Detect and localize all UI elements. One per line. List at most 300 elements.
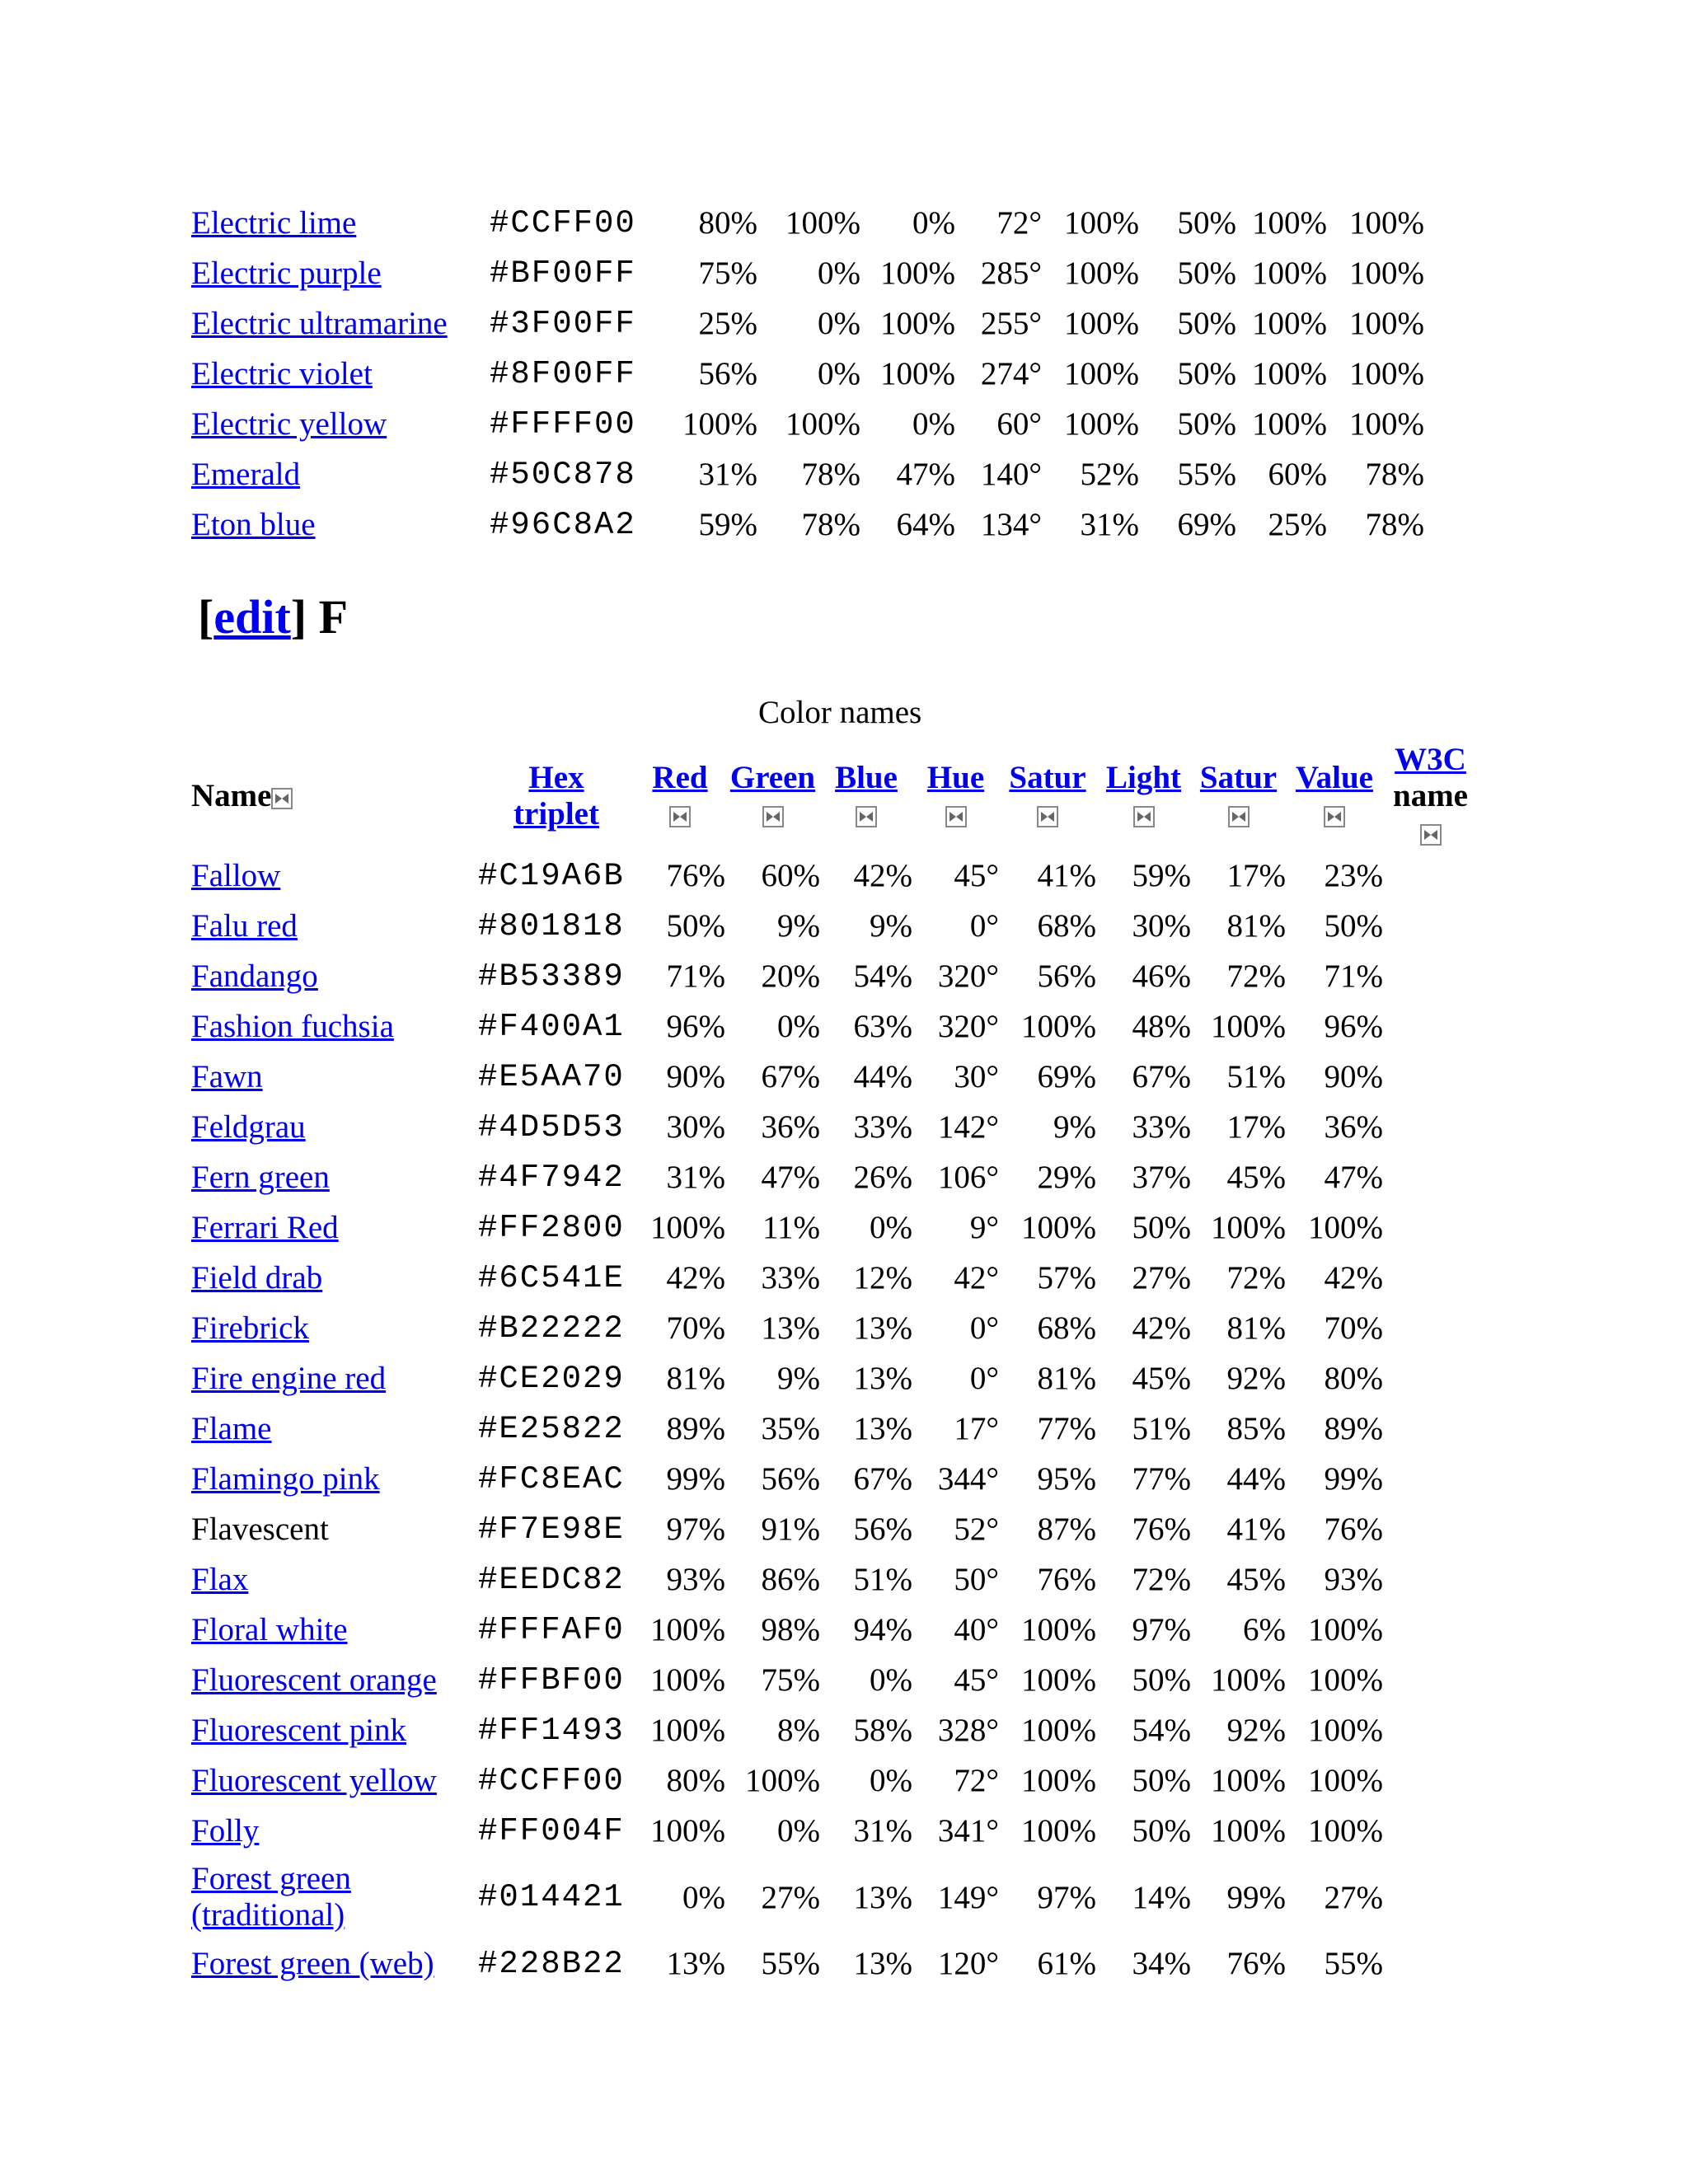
light-cell: 48%: [1132, 1009, 1191, 1044]
hue-cell: 0°: [969, 1361, 999, 1396]
color-name-link[interactable]: Fallow: [191, 858, 281, 893]
table-row: [191, 1454, 1478, 1504]
light-cell: 69%: [1177, 507, 1236, 542]
header-light[interactable]: Light: [1096, 742, 1191, 851]
color-name-link[interactable]: Fandango: [191, 958, 318, 994]
light-cell: 72%: [1132, 1562, 1191, 1597]
w3c-name-cell: [1383, 1655, 1478, 1705]
color-name-link[interactable]: Flamingo pink: [191, 1461, 380, 1497]
red-cell: 31%: [698, 457, 757, 492]
table-row: [191, 399, 1424, 449]
edit-link[interactable]: edit: [213, 590, 291, 644]
color-name-link[interactable]: Field drab: [191, 1260, 323, 1296]
hex-cell: #3F00FF: [490, 305, 636, 342]
green-cell: 35%: [761, 1411, 820, 1446]
satur-hsv-cell: 81%: [1226, 908, 1286, 944]
color-name-link[interactable]: Floral white: [191, 1612, 348, 1647]
value-cell: 50%: [1324, 908, 1383, 944]
color-name-cell: [191, 1605, 478, 1655]
hex-cell: #FFFAF0: [478, 1611, 625, 1648]
table-row: [191, 1001, 1478, 1052]
blue-cell: 100%: [880, 356, 955, 391]
w3c-name-cell: [1383, 1404, 1478, 1454]
hex-cell: #B22222: [478, 1310, 625, 1347]
table-row: [191, 499, 1424, 550]
blue-cell: 9%: [870, 908, 912, 944]
blue-cell: 0%: [870, 1662, 912, 1698]
header-name[interactable]: Name: [191, 742, 478, 851]
table-row: [191, 1253, 1478, 1303]
blue-cell: 0%: [870, 1763, 912, 1798]
table-row: [191, 1353, 1478, 1404]
green-cell: 56%: [761, 1461, 820, 1497]
value-cell: 36%: [1324, 1109, 1383, 1145]
color-name-link[interactable]: Falu red: [191, 908, 298, 944]
green-cell: 8%: [777, 1713, 820, 1748]
color-name-link[interactable]: Fern green: [191, 1160, 330, 1195]
sort-icon[interactable]: [271, 788, 293, 809]
header-hue[interactable]: Hue: [912, 742, 999, 851]
hue-cell: 9°: [969, 1210, 999, 1245]
section-heading-f: [edit] F: [198, 590, 349, 644]
red-cell: 100%: [650, 1210, 725, 1245]
blue-cell: 33%: [853, 1109, 912, 1145]
red-cell: 93%: [666, 1562, 725, 1597]
hex-cell: #8F00FF: [490, 355, 636, 392]
value-cell: 100%: [1349, 356, 1424, 391]
satur-hsv-cell: 85%: [1226, 1411, 1286, 1446]
sort-icon[interactable]: [1228, 806, 1250, 827]
value-cell: 100%: [1308, 1713, 1383, 1748]
blue-cell: 12%: [853, 1260, 912, 1296]
hex-cell: #801818: [478, 907, 625, 944]
value-cell: 93%: [1324, 1562, 1383, 1597]
blue-cell: 0%: [870, 1210, 912, 1245]
satur-hsv-cell: 17%: [1226, 858, 1286, 893]
table-row: [191, 1856, 1478, 1938]
table-row: [191, 1052, 1478, 1102]
color-name-link[interactable]: Fluorescent orange: [191, 1662, 437, 1698]
hue-cell: 45°: [954, 1662, 999, 1698]
table-row: [191, 1755, 1478, 1806]
hue-cell: 106°: [937, 1160, 999, 1195]
color-name-cell: [191, 1554, 478, 1605]
satur-hsl-cell: 100%: [1021, 1009, 1096, 1044]
satur-hsl-cell: 100%: [1064, 255, 1139, 291]
hex-cell: #50C878: [490, 456, 636, 493]
green-cell: 55%: [761, 1946, 820, 1981]
hex-cell: #FF1493: [478, 1712, 625, 1749]
value-cell: 71%: [1324, 958, 1383, 994]
satur-hsv-cell: 44%: [1226, 1461, 1286, 1497]
blue-cell: 94%: [853, 1612, 912, 1647]
satur-hsl-cell: 68%: [1037, 908, 1096, 944]
color-name-cell: [191, 198, 490, 248]
value-cell: 100%: [1308, 1763, 1383, 1798]
hue-cell: 142°: [937, 1109, 999, 1145]
color-name-cell: [191, 1806, 478, 1856]
light-cell: 54%: [1132, 1713, 1191, 1748]
w3c-name-cell: [1383, 1554, 1478, 1605]
color-name-cell: [191, 248, 490, 298]
satur-hsv-cell: 92%: [1226, 1361, 1286, 1396]
green-cell: 0%: [818, 306, 860, 341]
satur-hsl-cell: 100%: [1064, 205, 1139, 241]
hex-cell: #FFFF00: [490, 405, 636, 443]
hue-cell: 42°: [954, 1260, 999, 1296]
color-name-link[interactable]: Forest green (traditional): [191, 1861, 351, 1933]
hex-cell: #4F7942: [478, 1159, 625, 1196]
value-cell: 78%: [1365, 507, 1424, 542]
color-name-cell: [191, 951, 478, 1001]
light-cell: 50%: [1177, 255, 1236, 291]
light-cell: 27%: [1132, 1260, 1191, 1296]
satur-hsv-cell: 99%: [1226, 1879, 1286, 1915]
light-cell: 59%: [1132, 858, 1191, 893]
hex-cell: #E5AA70: [478, 1058, 625, 1095]
w3c-name-cell: [1383, 1303, 1478, 1353]
satur-hsl-cell: 100%: [1064, 356, 1139, 391]
blue-cell: 100%: [880, 255, 955, 291]
green-cell: 27%: [761, 1879, 820, 1915]
hex-cell: #FF004F: [478, 1812, 625, 1849]
hue-cell: 17°: [954, 1411, 999, 1446]
hue-cell: 0°: [969, 908, 999, 944]
w3c-name-cell: [1383, 1755, 1478, 1806]
green-cell: 100%: [785, 205, 860, 241]
light-cell: 97%: [1132, 1612, 1191, 1647]
hex-cell: #CE2029: [478, 1360, 625, 1397]
value-cell: 99%: [1324, 1461, 1383, 1497]
color-name-cell: [191, 499, 490, 550]
value-cell: 100%: [1308, 1210, 1383, 1245]
sort-icon[interactable]: [1037, 806, 1058, 827]
w3c-name-cell: [1383, 1806, 1478, 1856]
satur-hsv-cell: 81%: [1226, 1310, 1286, 1346]
table-row: [191, 248, 1424, 298]
red-cell: 97%: [666, 1511, 725, 1547]
red-cell: 100%: [650, 1813, 725, 1849]
hex-cell: #EEDC82: [478, 1561, 625, 1598]
hex-cell: #CCFF00: [478, 1762, 625, 1799]
red-cell: 59%: [698, 507, 757, 542]
table-row: [191, 298, 1424, 349]
light-cell: 50%: [1132, 1763, 1191, 1798]
color-name-cell: [191, 298, 490, 349]
color-name-link[interactable]: Fire engine red: [191, 1361, 387, 1396]
value-cell: 100%: [1349, 306, 1424, 341]
color-name-link[interactable]: Electric yellow: [191, 406, 387, 442]
w3c-name-cell: [1383, 951, 1478, 1001]
satur-hsl-cell: 100%: [1021, 1763, 1096, 1798]
value-cell: 76%: [1324, 1511, 1383, 1547]
light-cell: 46%: [1132, 958, 1191, 994]
blue-cell: 58%: [853, 1713, 912, 1748]
green-cell: 36%: [761, 1109, 820, 1145]
value-cell: 90%: [1324, 1059, 1383, 1094]
header-blue[interactable]: Blue: [820, 742, 912, 851]
red-cell: 0%: [682, 1879, 725, 1915]
sort-icon[interactable]: [1133, 806, 1155, 827]
color-name-link[interactable]: Electric ultramarine: [191, 306, 448, 341]
color-name-link[interactable]: Folly: [191, 1813, 260, 1849]
light-cell: 34%: [1132, 1946, 1191, 1981]
section-letter: F: [318, 590, 349, 644]
table-row: [191, 1102, 1478, 1152]
blue-cell: 26%: [853, 1160, 912, 1195]
green-cell: 20%: [761, 958, 820, 994]
color-name-cell: [191, 1454, 478, 1504]
satur-hsv-cell: 100%: [1211, 1763, 1286, 1798]
color-table-f: [191, 742, 1478, 1989]
light-cell: 76%: [1132, 1511, 1191, 1547]
satur-hsv-cell: 92%: [1226, 1713, 1286, 1748]
w3c-name-cell: [1383, 1705, 1478, 1755]
table-row: [191, 1806, 1478, 1856]
header-satur-hsl[interactable]: Satur: [999, 742, 1096, 851]
color-name-link[interactable]: Electric violet: [191, 356, 373, 391]
red-cell: 100%: [650, 1713, 725, 1748]
red-cell: 76%: [666, 858, 725, 893]
hex-cell: #FF2800: [478, 1209, 625, 1246]
blue-cell: 67%: [853, 1461, 912, 1497]
hex-cell: #228B22: [478, 1945, 625, 1982]
color-name-link[interactable]: Firebrick: [191, 1310, 309, 1346]
hue-cell: 72°: [996, 205, 1042, 241]
table-caption: Color names: [758, 695, 922, 730]
blue-cell: 31%: [853, 1813, 912, 1849]
value-cell: 100%: [1349, 406, 1424, 442]
header-red[interactable]: Red: [635, 742, 725, 851]
table-row: [191, 449, 1424, 499]
hue-cell: 72°: [954, 1763, 999, 1798]
color-name-link[interactable]: Emerald: [191, 457, 301, 492]
header-hex[interactable]: Hex triplet: [513, 760, 599, 832]
red-cell: 96%: [666, 1009, 725, 1044]
green-cell: 11%: [762, 1210, 820, 1245]
table-row: [191, 198, 1424, 248]
green-cell: 9%: [777, 908, 820, 944]
satur-hsl-cell: 68%: [1037, 1310, 1096, 1346]
red-cell: 100%: [650, 1662, 725, 1698]
green-cell: 78%: [801, 457, 860, 492]
green-cell: 75%: [761, 1662, 820, 1698]
satur-hsv-cell: 45%: [1226, 1160, 1286, 1195]
table-row: [191, 951, 1478, 1001]
color-name-link[interactable]: Feldgrau: [191, 1109, 306, 1145]
w3c-name-cell: [1383, 1001, 1478, 1052]
blue-cell: 51%: [853, 1562, 912, 1597]
light-cell: 50%: [1132, 1813, 1191, 1849]
satur-hsl-cell: 9%: [1053, 1109, 1096, 1145]
satur-hsl-cell: 100%: [1021, 1813, 1096, 1849]
hex-cell: #C19A6B: [478, 857, 625, 894]
header-satur-hsv[interactable]: Satur: [1191, 742, 1286, 851]
table-row: [191, 1705, 1478, 1755]
light-cell: 45%: [1132, 1361, 1191, 1396]
light-cell: 42%: [1132, 1310, 1191, 1346]
satur-hsv-cell: 100%: [1211, 1009, 1286, 1044]
color-name-cell: [191, 1052, 478, 1102]
w3c-name-cell: [1383, 901, 1478, 951]
table-row: [191, 1938, 1478, 1989]
light-cell: 77%: [1132, 1461, 1191, 1497]
blue-cell: 47%: [896, 457, 955, 492]
sort-icon[interactable]: [762, 806, 784, 827]
satur-hsl-cell: 61%: [1037, 1946, 1096, 1981]
light-cell: 37%: [1132, 1160, 1191, 1195]
color-name-link[interactable]: Fawn: [191, 1059, 263, 1094]
color-name-link[interactable]: Electric lime: [191, 205, 357, 241]
color-name-link[interactable]: Electric purple: [191, 255, 382, 291]
hue-cell: 149°: [937, 1879, 999, 1915]
sort-icon[interactable]: [669, 806, 691, 827]
light-cell: 50%: [1177, 406, 1236, 442]
blue-cell: 13%: [853, 1310, 912, 1346]
hue-cell: 320°: [937, 1009, 999, 1044]
blue-cell: 13%: [853, 1411, 912, 1446]
table-row: [191, 1605, 1478, 1655]
satur-hsl-cell: 69%: [1037, 1059, 1096, 1094]
color-name-cell: [191, 1102, 478, 1152]
value-cell: 100%: [1349, 255, 1424, 291]
hue-cell: 274°: [980, 356, 1042, 391]
satur-hsl-cell: 76%: [1037, 1562, 1096, 1597]
color-name-cell: [191, 1303, 478, 1353]
color-name-link[interactable]: Flame: [191, 1411, 272, 1446]
color-name-cell: [191, 1705, 478, 1755]
satur-hsl-cell: 57%: [1037, 1260, 1096, 1296]
light-cell: 50%: [1177, 205, 1236, 241]
satur-hsl-cell: 87%: [1037, 1511, 1096, 1547]
value-cell: 89%: [1324, 1411, 1383, 1446]
w3c-name-cell: [1383, 851, 1478, 901]
header-value[interactable]: Value: [1286, 742, 1383, 851]
green-cell: 0%: [777, 1813, 820, 1849]
satur-hsv-cell: 100%: [1211, 1662, 1286, 1698]
sort-icon[interactable]: [1420, 824, 1442, 846]
color-name-link[interactable]: Fluorescent pink: [191, 1713, 407, 1748]
hex-cell: #BF00FF: [490, 255, 636, 292]
color-name-cell: [191, 1655, 478, 1705]
light-cell: 33%: [1132, 1109, 1191, 1145]
header-green[interactable]: Green: [725, 742, 820, 851]
satur-hsv-cell: 25%: [1268, 507, 1327, 542]
w3c-name-cell: [1383, 1605, 1478, 1655]
sort-icon[interactable]: [1324, 806, 1345, 827]
blue-cell: 56%: [853, 1511, 912, 1547]
hex-cell: #96C8A2: [490, 506, 636, 543]
hue-cell: 328°: [937, 1713, 999, 1748]
green-cell: 67%: [761, 1059, 820, 1094]
value-cell: 23%: [1324, 858, 1383, 893]
satur-hsv-cell: 100%: [1252, 255, 1327, 291]
color-name-link[interactable]: Ferrari Red: [191, 1210, 339, 1245]
satur-hsv-cell: 45%: [1226, 1562, 1286, 1597]
color-name-link[interactable]: Forest green (web): [191, 1946, 434, 1981]
red-cell: 25%: [698, 306, 757, 341]
color-name-link[interactable]: Fluorescent yellow: [191, 1763, 437, 1798]
satur-hsv-cell: 60%: [1268, 457, 1327, 492]
value-cell: 100%: [1349, 205, 1424, 241]
w3c-name-cell: [1383, 1454, 1478, 1504]
green-cell: 60%: [761, 858, 820, 893]
value-cell: 100%: [1308, 1662, 1383, 1698]
color-name-cell: [191, 1404, 478, 1454]
red-cell: 42%: [666, 1260, 725, 1296]
satur-hsl-cell: 77%: [1037, 1411, 1096, 1446]
value-cell: 100%: [1308, 1813, 1383, 1849]
red-cell: 50%: [666, 908, 725, 944]
light-cell: 30%: [1132, 908, 1191, 944]
hue-cell: 320°: [937, 958, 999, 994]
color-name-cell: [191, 1253, 478, 1303]
value-cell: 27%: [1324, 1879, 1383, 1915]
satur-hsv-cell: 76%: [1226, 1946, 1286, 1981]
color-name-cell: [191, 1504, 478, 1554]
light-cell: 67%: [1132, 1059, 1191, 1094]
w3c-name-cell: [1383, 1856, 1478, 1938]
table-row: [191, 1504, 1478, 1554]
header-w3c-name[interactable]: W3C name: [1383, 742, 1478, 851]
hue-cell: 40°: [954, 1612, 999, 1647]
green-cell: 9%: [777, 1361, 820, 1396]
red-cell: 80%: [666, 1763, 725, 1798]
red-cell: 31%: [666, 1160, 725, 1195]
green-cell: 33%: [761, 1260, 820, 1296]
satur-hsl-cell: 97%: [1037, 1879, 1096, 1915]
hex-cell: #4D5D53: [478, 1108, 625, 1146]
table-row: [191, 1152, 1478, 1202]
sort-icon[interactable]: [945, 806, 967, 827]
green-cell: 0%: [777, 1009, 820, 1044]
sort-icon[interactable]: [856, 806, 877, 827]
hue-cell: 344°: [937, 1461, 999, 1497]
w3c-name-cell: [1383, 1938, 1478, 1989]
hue-cell: 134°: [980, 507, 1042, 542]
satur-hsv-cell: 41%: [1226, 1511, 1286, 1547]
hue-cell: 255°: [980, 306, 1042, 341]
satur-hsv-cell: 72%: [1226, 958, 1286, 994]
satur-hsv-cell: 100%: [1211, 1210, 1286, 1245]
color-name-link[interactable]: Fashion fuchsia: [191, 1009, 394, 1044]
blue-cell: 13%: [853, 1361, 912, 1396]
w3c-name-cell: [1383, 1504, 1478, 1554]
hue-cell: 50°: [954, 1562, 999, 1597]
green-cell: 13%: [761, 1310, 820, 1346]
red-cell: 99%: [666, 1461, 725, 1497]
hex-cell: #F400A1: [478, 1008, 625, 1045]
red-cell: 13%: [666, 1946, 725, 1981]
color-name-link[interactable]: Eton blue: [191, 507, 316, 542]
hue-cell: 341°: [937, 1813, 999, 1849]
w3c-name-cell: [1383, 1052, 1478, 1102]
hue-cell: 140°: [980, 457, 1042, 492]
blue-cell: 63%: [853, 1009, 912, 1044]
w3c-name-cell: [1383, 1253, 1478, 1303]
satur-hsl-cell: 100%: [1064, 306, 1139, 341]
satur-hsv-cell: 100%: [1252, 406, 1327, 442]
satur-hsl-cell: 56%: [1037, 958, 1096, 994]
satur-hsv-cell: 100%: [1211, 1813, 1286, 1849]
color-name-link[interactable]: Flax: [191, 1562, 249, 1597]
color-name-cell: [191, 1755, 478, 1806]
value-cell: 96%: [1324, 1009, 1383, 1044]
green-cell: 100%: [745, 1763, 820, 1798]
hue-cell: 30°: [954, 1059, 999, 1094]
color-name-cell: [191, 1938, 478, 1989]
satur-hsl-cell: 41%: [1037, 858, 1096, 893]
